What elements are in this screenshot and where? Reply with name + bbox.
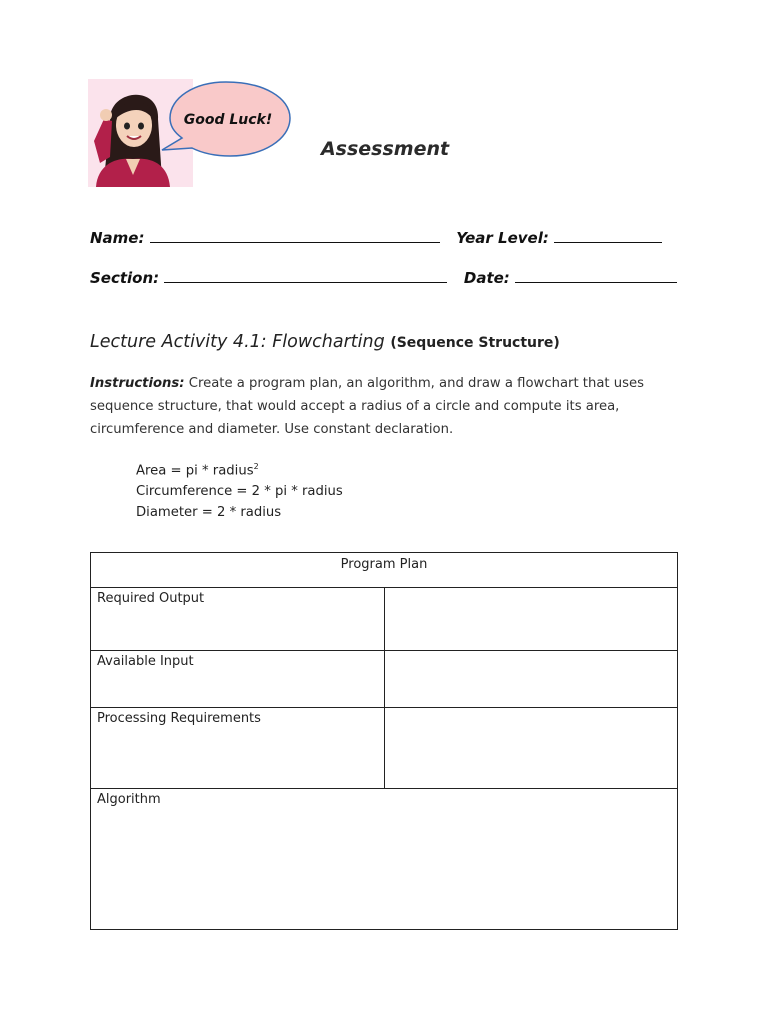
table-row xyxy=(91,708,678,789)
table-row xyxy=(91,588,678,651)
year-level-blank[interactable] xyxy=(554,228,662,243)
required-output-cell[interactable] xyxy=(385,588,678,651)
table-header-row xyxy=(91,553,678,588)
section-date-row xyxy=(90,268,677,287)
instructions xyxy=(90,372,680,441)
algorithm-cell[interactable] xyxy=(91,789,678,930)
date-blank[interactable] xyxy=(515,268,677,283)
table-row xyxy=(91,651,678,708)
instructions-label: Instructions: xyxy=(90,376,185,391)
activity-title-main: Lecture Activity 4.1: Flowcharting xyxy=(90,332,385,352)
section-label: Section: xyxy=(90,269,160,287)
formula-circumference: Circumference = 2 * pi * radius xyxy=(136,484,343,500)
processing-requirements-cell[interactable] xyxy=(385,708,678,789)
bubble-text: Good Luck! xyxy=(183,112,273,128)
name-label: Name: xyxy=(90,229,145,247)
program-plan-table xyxy=(90,552,678,930)
section-blank[interactable] xyxy=(164,268,447,283)
available-input-cell[interactable] xyxy=(385,651,678,708)
processing-requirements-label: Processing Requirements xyxy=(91,708,385,789)
required-output-label: Required Output xyxy=(91,588,385,651)
table-header: Program Plan xyxy=(91,553,678,588)
available-input-label: Available Input xyxy=(91,651,385,708)
instructions-text: Create a program plan, an algorithm, and draw a flowchart that uses sequence structure, that would accept a radius of a circle and compute its area, circumference and diameter. Use constant declaration. xyxy=(90,376,644,437)
name-year-row xyxy=(90,228,662,247)
activity-title-paren: (Sequence Structure) xyxy=(390,335,560,351)
formula-area: Area = pi * radius$^2$ xyxy=(136,462,259,479)
name-blank[interactable] xyxy=(150,228,440,243)
algorithm-label: Algorithm xyxy=(97,792,161,807)
year-level-label: Year Level: xyxy=(456,229,549,247)
activity-title xyxy=(90,332,560,352)
table-row xyxy=(91,789,678,930)
page-title: Assessment xyxy=(320,138,450,160)
formula-diameter: Diameter = 2 * radius xyxy=(136,505,282,521)
formulas xyxy=(136,456,343,523)
date-label: Date: xyxy=(463,269,510,287)
